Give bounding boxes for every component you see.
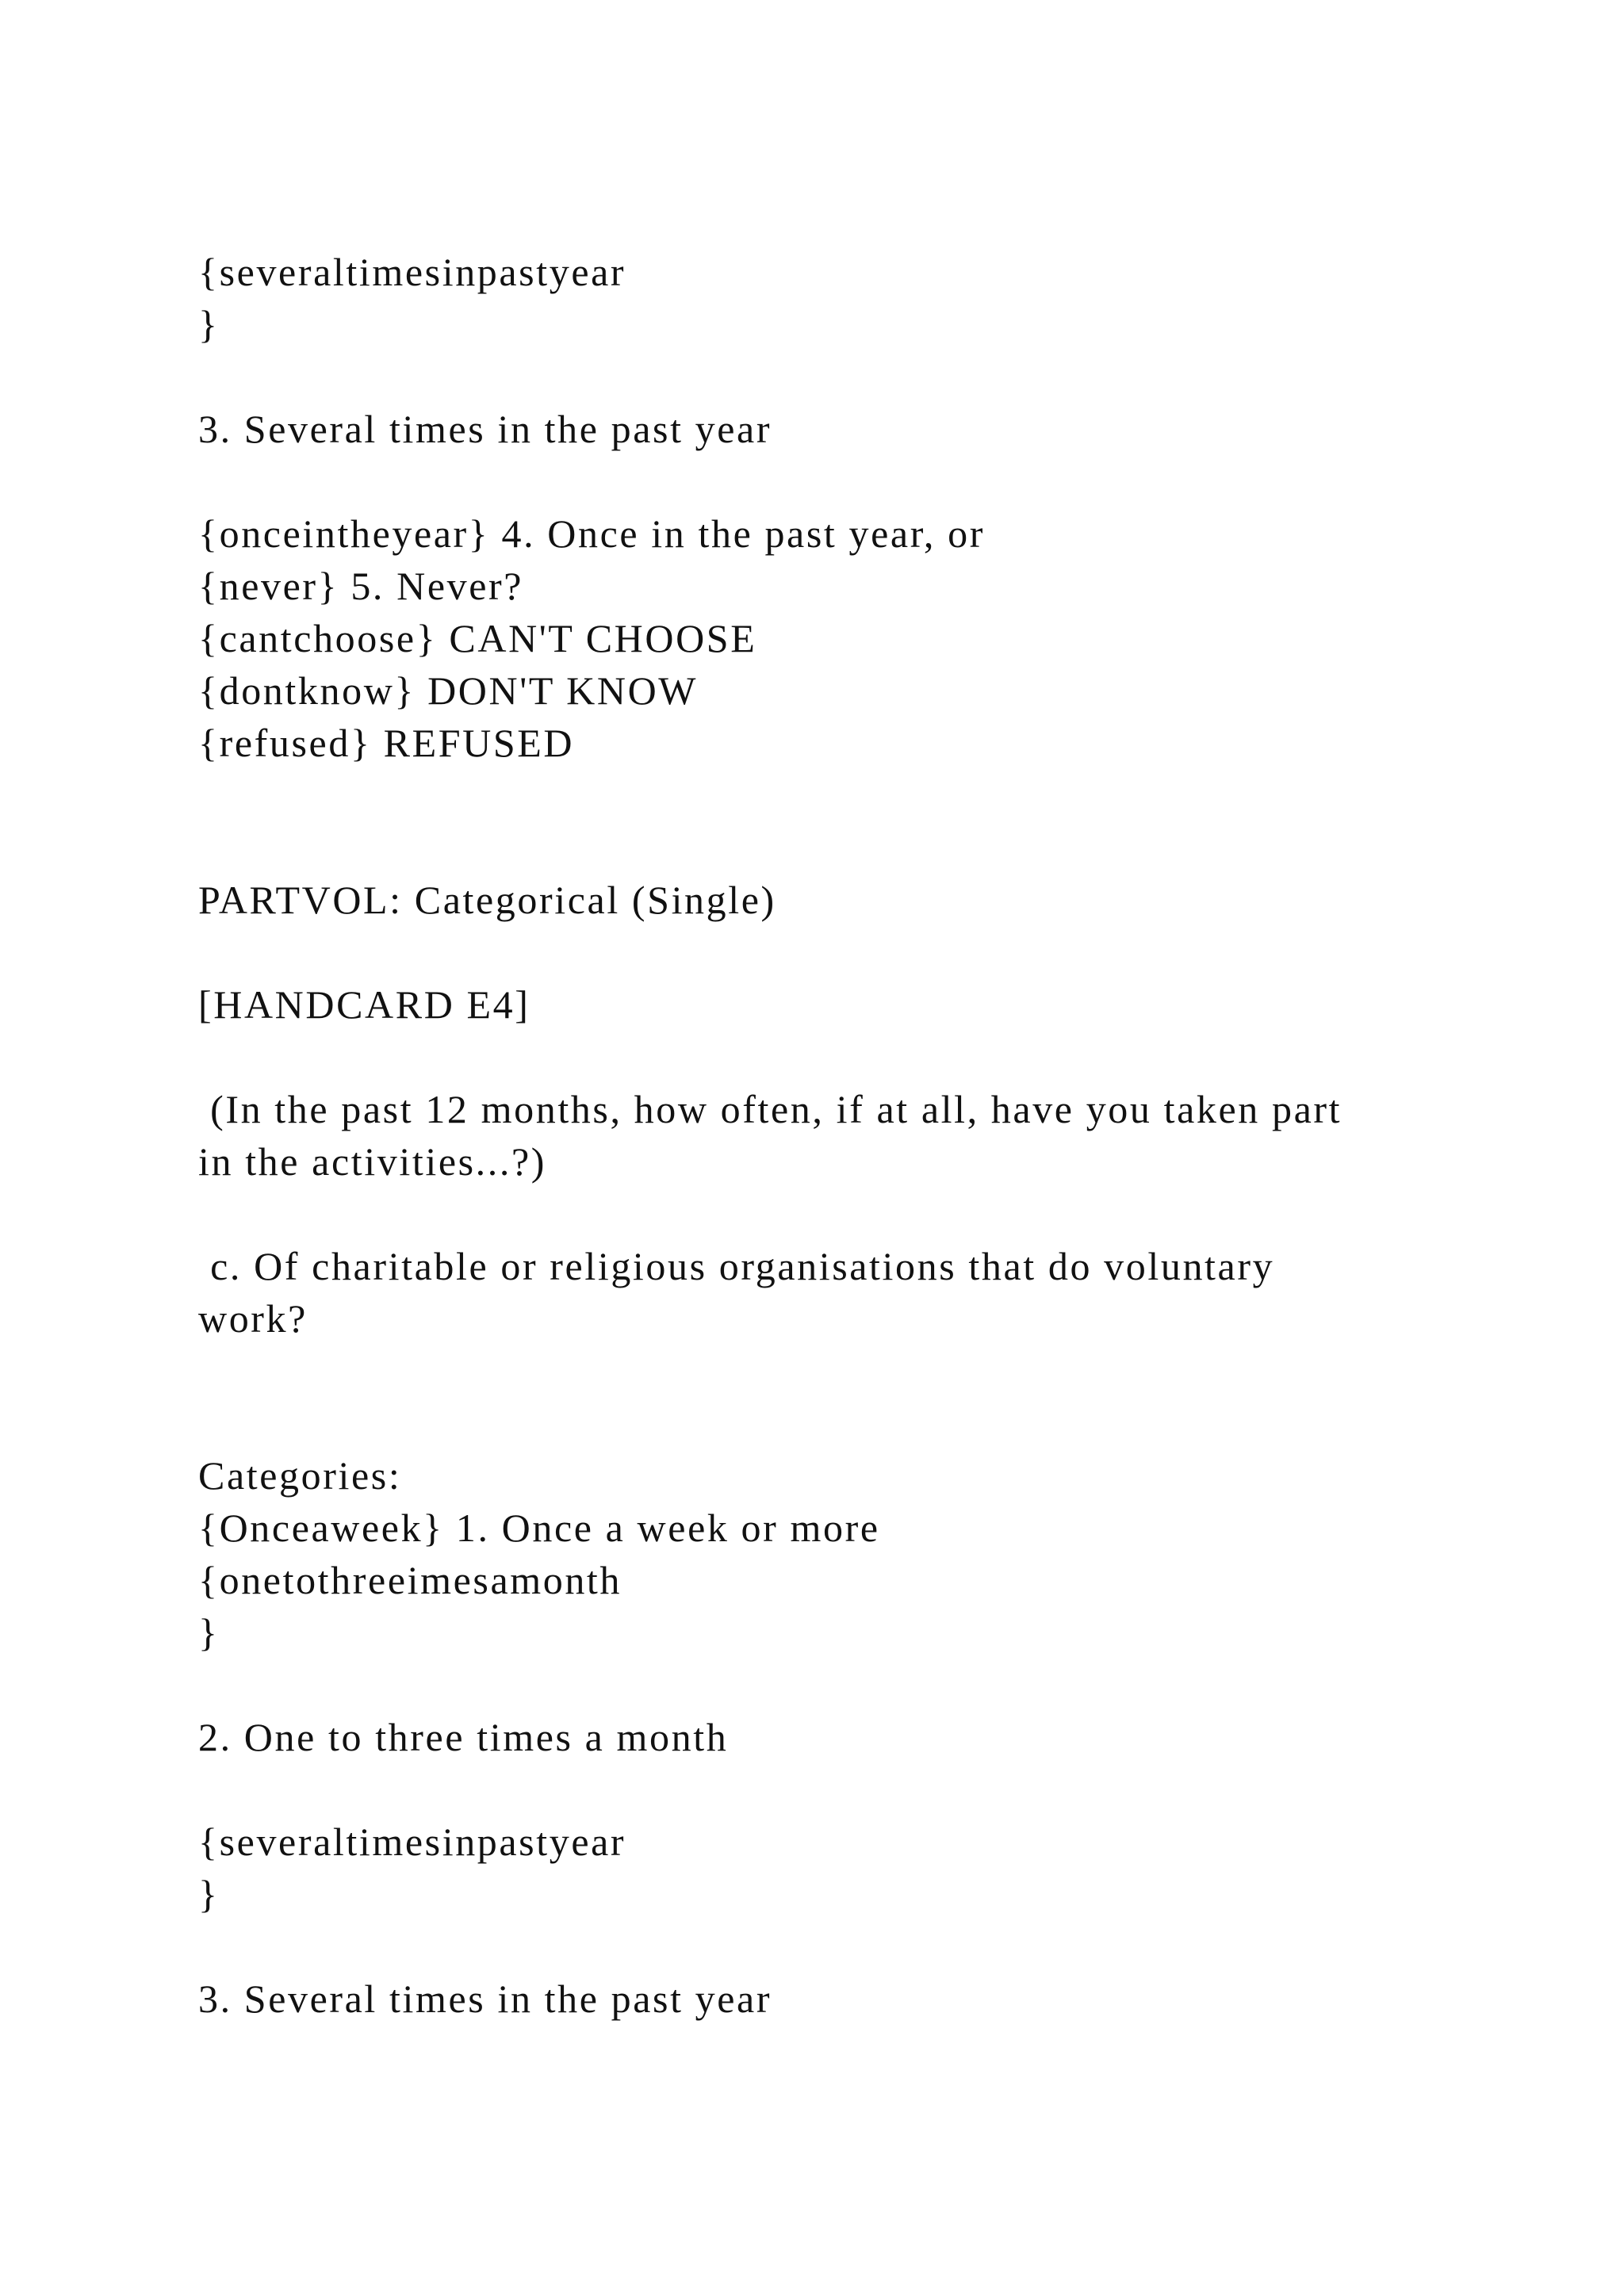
document-page (198, 246, 1562, 2025)
variable-heading: PARTVOL: Categorical (Single) (198, 878, 776, 922)
category-line: {Onceaweek} 1. Once a week or more (198, 1506, 880, 1550)
category-line: 2. One to three times a month (198, 1715, 729, 1759)
code-line: } (198, 302, 220, 346)
categories-heading: Categories: (198, 1453, 402, 1498)
question-item: work? (198, 1296, 308, 1341)
handcard-label: [HANDCARD E4] (198, 982, 530, 1027)
category-line: {onceintheyear} 4. Once in the past year, or (198, 511, 985, 556)
blank-line (198, 455, 1562, 507)
question-stem: (In the past 12 months, how often, if at all, have you taken part (198, 1087, 1342, 1131)
category-line: {refused} REFUSED (198, 721, 575, 765)
blank-line (198, 1188, 1562, 1240)
blank-line (198, 1920, 1562, 1973)
question-stem: in the activities...?) (198, 1139, 547, 1184)
category-line: {never} 5. Never? (198, 564, 524, 608)
category-line: 3. Several times in the past year (198, 407, 772, 451)
blank-line (198, 350, 1562, 403)
blank-line (198, 769, 1562, 874)
question-item: c. Of charitable or religious organisations that do voluntary (198, 1244, 1275, 1288)
blank-line (198, 926, 1562, 978)
category-line: {cantchoose} CAN'T CHOOSE (198, 616, 757, 660)
code-line: } (198, 1872, 220, 1916)
code-line: {onetothreeimesamonth (198, 1558, 622, 1602)
category-line: 3. Several times in the past year (198, 1976, 772, 2021)
blank-line (198, 1031, 1562, 1083)
blank-line (198, 1659, 1562, 1711)
blank-line (198, 1763, 1562, 1816)
blank-line (198, 1345, 1562, 1449)
code-line: {severaltimesinpastyear (198, 1820, 626, 1864)
category-line: {dontknow} DON'T KNOW (198, 668, 699, 713)
code-line: {severaltimesinpastyear (198, 250, 626, 294)
code-line: } (198, 1610, 220, 1655)
